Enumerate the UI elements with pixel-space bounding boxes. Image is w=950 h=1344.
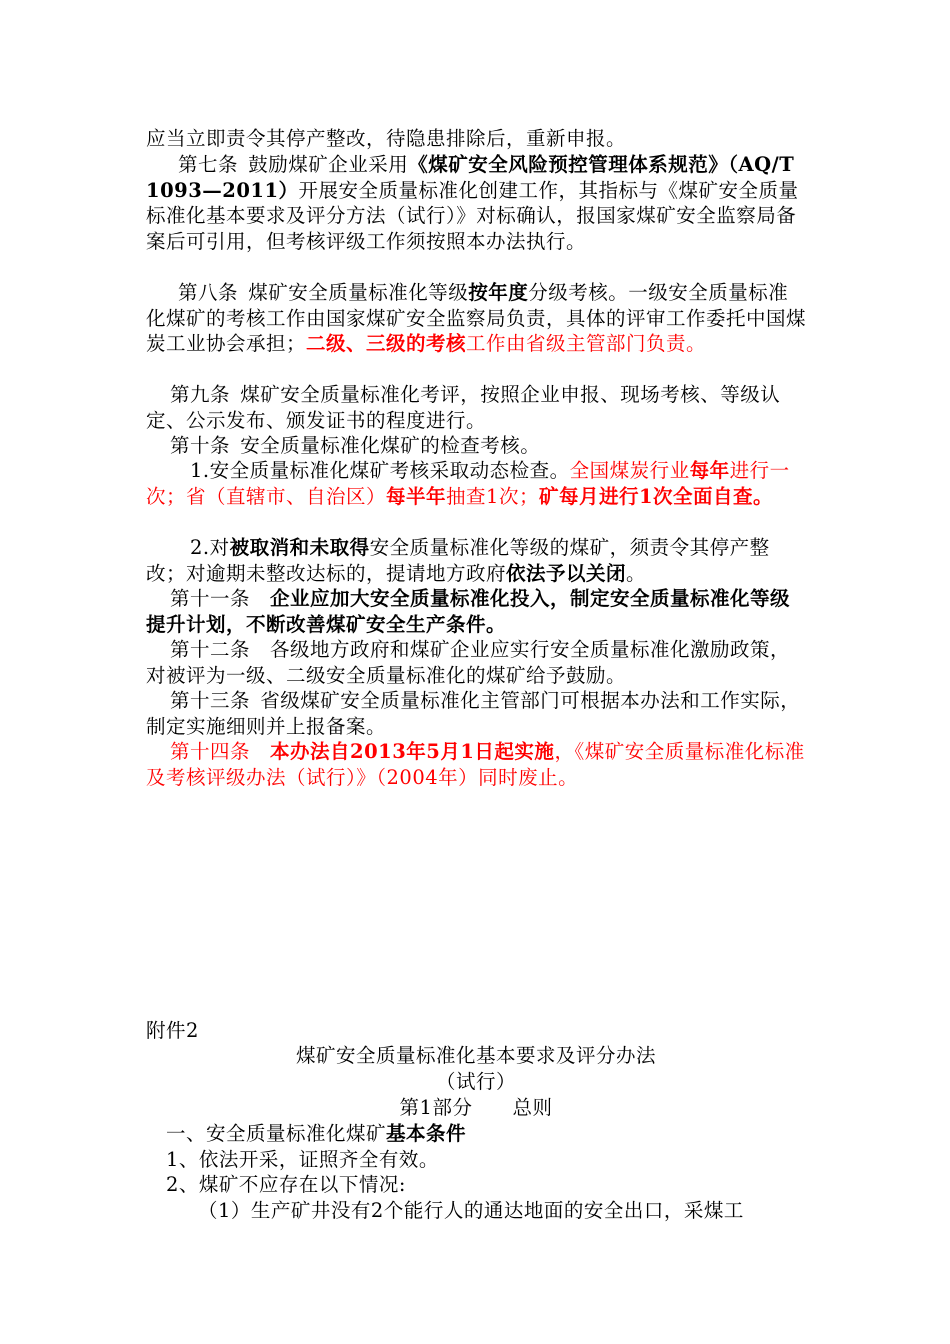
article-9: 第九条 煤矿安全质量标准化考评，按照企业申报、现场考核、等级认定、公示发布、颁发证书的程度进行。 — [146, 383, 781, 432]
article-10-item-1: 1.安全质量标准化煤矿考核采取动态检查。全国煤炭行业每年进行一次；省（直辖市、自治区）每半年抽查1次；矿每月进行1次全面自查。 — [146, 459, 790, 508]
article-14: 第十四条 本办法自2013年5月1日起实施，《煤矿安全质量标准化标准及考核评级办法（试行）》（2004年）同时废止。 — [146, 740, 805, 789]
article-10: 第十条 安全质量标准化煤矿的检查考核。 — [170, 434, 541, 457]
condition-item-1: 1、依法开采，证照齐全有效。 — [166, 1148, 439, 1171]
section-1-heading: 一、安全质量标准化煤矿基本条件 — [166, 1122, 467, 1145]
document-title: 煤矿安全质量标准化基本要求及评分办法 — [295, 1044, 656, 1067]
article-7: 第七条 鼓励煤矿企业采用《煤矿安全风险预控管理体系规范》（AQ/T1093—2011）开展安全质量标准化创建工作，其指标与《煤矿安全质量标准化基本要求及评分方法（试行）》对标确认，报国家煤矿安全监察局备案后可引用，但考核评级工作须按照本办法执行。 — [146, 153, 799, 253]
article-8: 第八条 煤矿安全质量标准化等级按年度分级考核。一级安全质量标准化煤矿的考核工作由国家煤矿安全监察局负责，具体的评审工作委托中国煤炭工业协会承担；二级、三级的考核工作由省级主管部门负责。 — [146, 281, 807, 356]
article-10-item-2: 2.对被取消和未取得安全质量标准化等级的煤矿，须责令其停产整改；对逾期未整改达标的，提请地方政府依法予以关闭。 — [146, 536, 770, 585]
article-11: 第十一条 企业应加大安全质量标准化投入，制定安全质量标准化等级提升计划，不断改善煤矿安全生产条件。 — [146, 587, 791, 636]
attachment-label: 附件2 — [146, 1019, 199, 1042]
condition-item-2-1: （1）生产矿井没有2个能行人的通达地面的安全出口，采煤工 — [198, 1199, 744, 1222]
condition-item-2: 2、煤矿不应存在以下情况: — [166, 1173, 406, 1196]
document-subtitle: （试行） — [435, 1070, 516, 1093]
article-12: 第十二条 各级地方政府和煤矿企业应实行安全质量标准化激励政策，对被评为一级、二级安全质量标准化的煤矿给予鼓励。 — [146, 638, 791, 687]
article-13: 第十三条 省级煤矿安全质量标准化主管部门可根据本办法和工作实际，制定实施细则并上报备案。 — [146, 689, 801, 738]
part-heading: 第1部分 总则 — [399, 1096, 553, 1119]
art6-tail: 应当立即责令其停产整改，待隐患排除后，重新申报。 — [146, 127, 627, 150]
